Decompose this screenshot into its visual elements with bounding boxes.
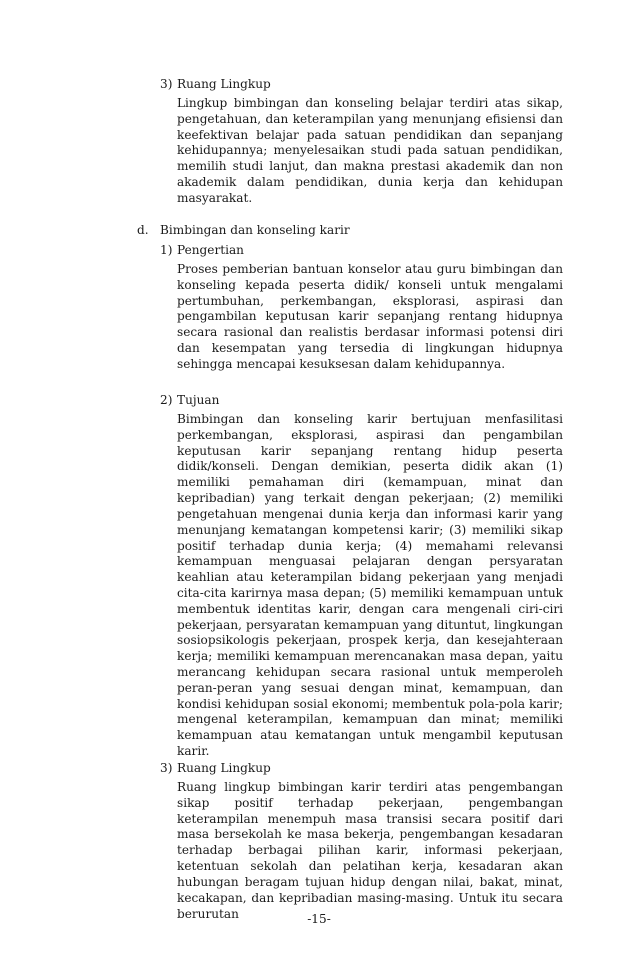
paragraph: Bimbingan dan konseling karir bertujuan menfasilitasi perkembangan, eksplorasi, aspirasi dan pengambilan keputusan karir sepanjang rentang hidup peserta didik/konseli. Dengan demikian, peserta didik akan (1) memiliki pemahaman diri (kemampuan, minat dan kepribadian) yang terkait dengan pekerjaan; (2) memiliki pengetahuan mengenai dunia kerja dan informasi karir yang menunjang kematangan kompetensi karir; (3) memiliki sikap positif terhadap dunia kerja; (4) memahami relevansi kemampuan menguasai pelajaran dengan persyaratan keahlian atau keterampilan bidang pekerjaan yang menjadi cita-cita karirnya masa depan; (5) memiliki kemampuan untuk membentuk identitas karir, dengan cara mengenali ciri-ciri pekerjaan, persyaratan kemampuan yang dituntut, lingkungan sosiopsikologis pekerjaan, prospek kerja, dan kesejahteraan kerja; memiliki kemampuan merencanakan masa depan, yaitu merancang kehidupan secara rasional untuk memperoleh peran-peran yang sesuai dengan minat, kemampuan, dan kondisi kehidupan sosial ekonomi; membentuk pola-pola karir; mengenal keterampilan, kemampuan dan minat; memiliki kemampuan atau kematangan untuk mengambil keputusan karir. [177,412,563,759]
paragraph: Ruang lingkup bimbingan karir terdiri atas pengembangan sikap positif terhadap pekerjaan, pengembangan keterampilan menempuh masa transisi secara positif dari masa bersekolah ke masa bekerja, pengembangan kesadaran terhadap berbagai pilihan karir, informasi pekerjaan, ketentuan sekolah dan pelatihan kerja, kesadaran akan hubungan beragam tujuan hidup dengan nilai, bakat, minat, kecakapan, dan kepribadian masing-masing. Untuk itu secara berurutan [177,780,563,921]
item-number: 2) [160,393,173,407]
item-heading: Pengertian [177,243,244,257]
paragraph: Proses pemberian bantuan konselor atau guru bimbingan dan konseling kepada peserta didik/ konseli untuk mengalami pertumbuhan, perkembangan, eksplorasi, aspirasi dan pengambilan keputusan karir sepanjang rentang hidupnya secara rasional dan realistis berdasar informasi potensi diri dan kesempatan yang tersedia di lingkungan hidupnya sehingga mencapai kesuksesan dalam kehidupannya. [177,262,563,371]
item-number: 3) [160,77,173,91]
item-number: 3) [160,761,173,775]
item-heading: Tujuan [177,393,220,407]
item-heading: Ruang Lingkup [177,77,271,91]
section-heading: Bimbingan dan konseling karir [160,223,350,237]
paragraph: Lingkup bimbingan dan konseling belajar terdiri atas sikap, pengetahuan, dan keterampilan yang menunjang efisiensi dan keefektivan belajar pada satuan pendidikan dan sepanjang kehidupannya; menyelesaikan studi pada satuan pendidikan, memilih studi lanjut, dan makna prestasi akademik dan non akademik dalam pendidikan, dunia kerja dan kehidupan masyarakat. [177,96,563,205]
item-number: 1) [160,243,173,257]
item-heading: Ruang Lingkup [177,761,271,775]
section-letter: d. [137,223,149,237]
page-number: -15- [307,912,331,926]
